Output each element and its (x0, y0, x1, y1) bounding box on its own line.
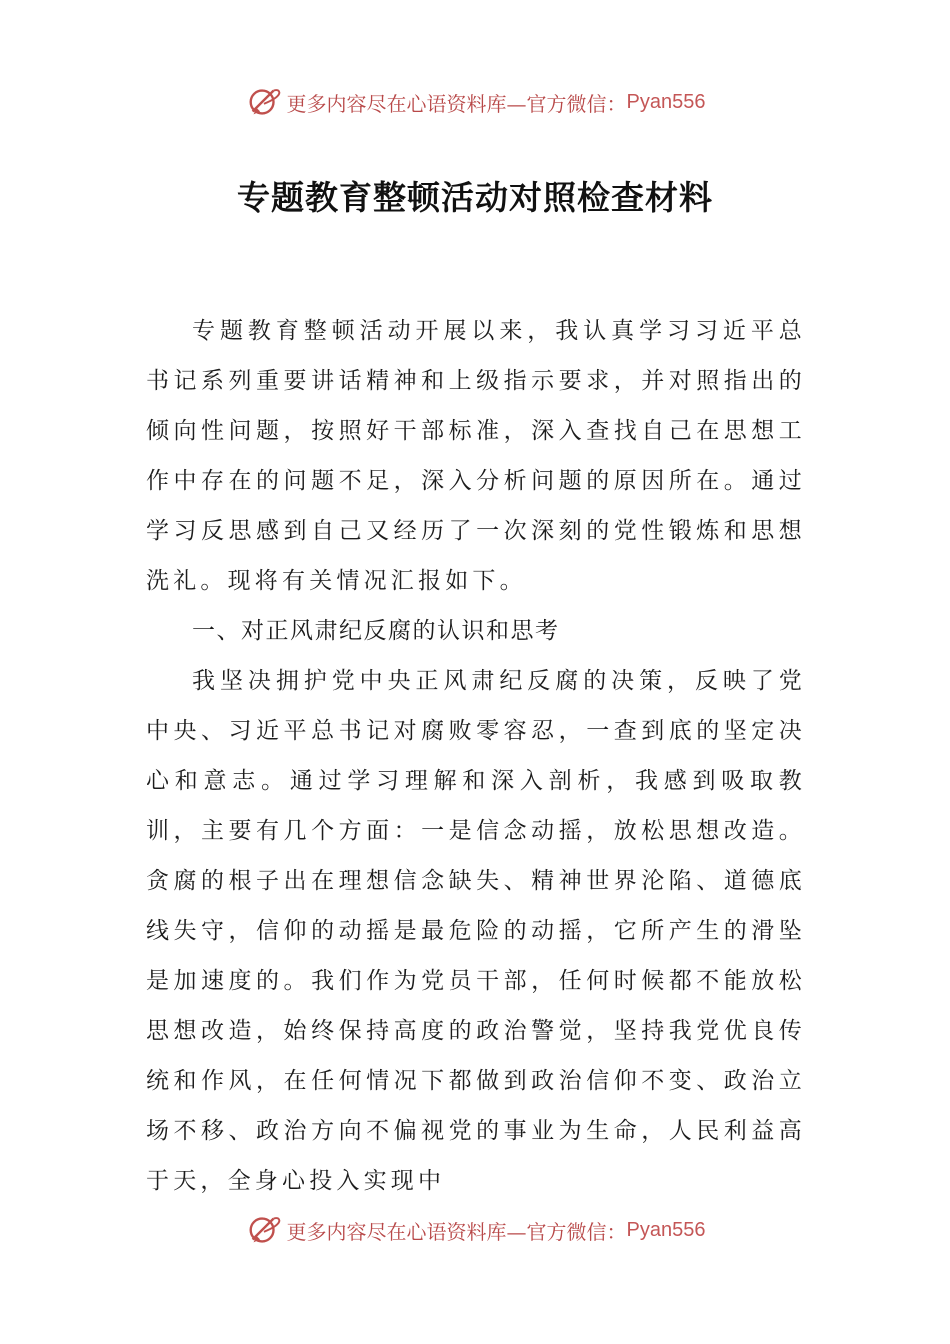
quill-logo-icon (245, 1211, 283, 1249)
header-wechat-id: Pyan556 (626, 90, 706, 113)
paragraph-intro: 专题教育整顿活动开展以来，我认真学习习近平总书记系列重要讲话精神和上级指示要求，并对照指出的倾向性问题，按照好干部标准，深入查找自己在思想工作中存在的问题不足，深入分析问题的原因所在。通过学习反思感到自己又经历了一次深刻的党性锻炼和思想洗礼。现将有关情况汇报如下。 (146, 318, 806, 594)
footer-wechat-id: Pyan556 (626, 1218, 706, 1241)
page-title: 专题教育整顿活动对照检查材料 (237, 178, 713, 217)
paragraph-section-1: 我坚决拥护党中央正风肃纪反腐的决策，反映了党中央、习近平总书记对腐败零容忍，一查到底的坚定决心和意志。通过学习理解和深入剖析，我感到吸取教训，主要有几个方面：一是信念动摇，放松思想改造。贪腐的根子出在理想信念缺失、精神世界沦陷、道德底线失守，信仰的动摇是最危险的动摇，它所产生的滑坠是加速度的。我们作为党员干部，任何时候都不能放松思想改造，始终保持高度的政治警觉，坚持我党优良传统和作风，在任何情况下都做到政治信仰不变、政治立场不移、政治方向不偏视党的事业为生命，人民利益高于天，全身心投入实现中 (146, 668, 806, 1194)
footer-banner-text: 更多内容尽在心语资料库—官方微信： (286, 1219, 627, 1244)
header-banner-text: 更多内容尽在心语资料库—官方微信： (286, 91, 627, 116)
header-banner (0, 80, 950, 124)
footer-banner (0, 1208, 950, 1252)
quill-logo-icon (245, 83, 283, 121)
document-body (146, 306, 806, 1206)
section-heading-1: 一、对正风肃纪反腐的认识和思考 (192, 618, 560, 644)
